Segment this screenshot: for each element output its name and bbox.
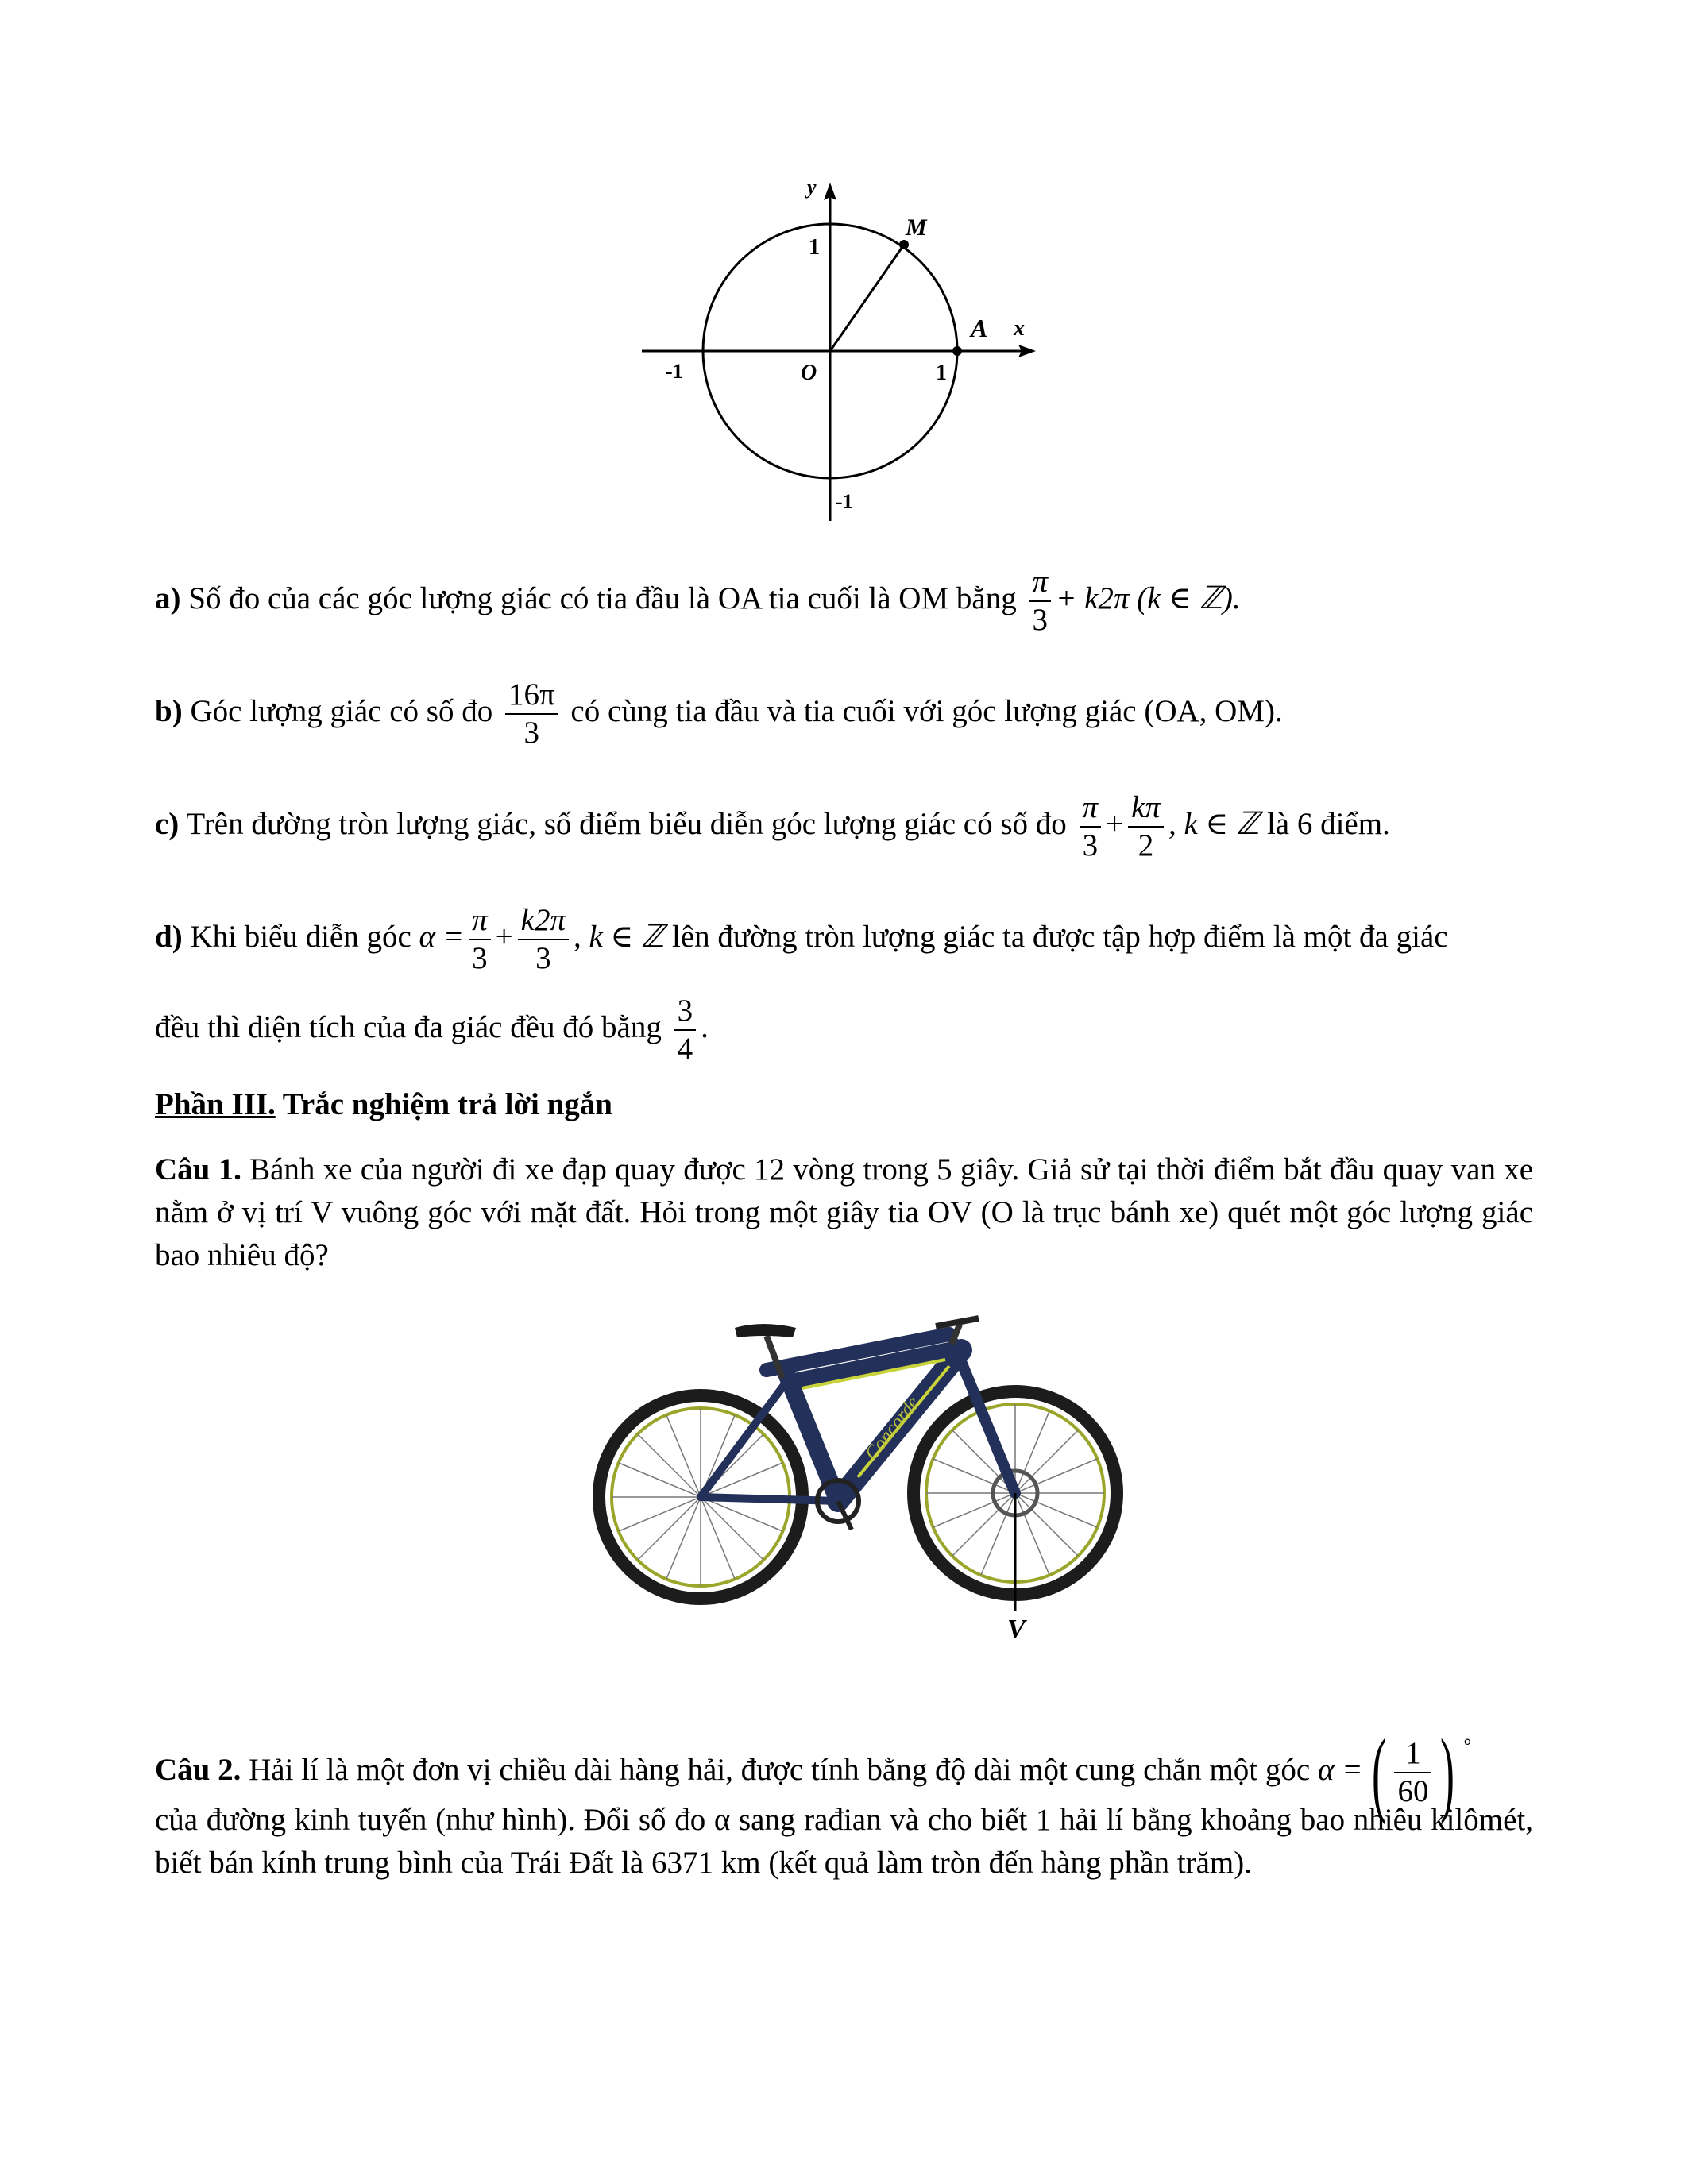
question-1-text: Bánh xe của người đi xe đạp quay được 12 vòng trong 5 giây. Giả sử tại thời điểm bắt đầu quay van xe nằm ở vị trí V vuông góc với mặt đất. Hỏi trong một giây tia OV (O là trục bánh xe) quét một góc lượng giác bao nhiêu độ? [155,1152,1533,1272]
question-1 [155,1148,1533,1277]
statement-a [155,564,1241,639]
question-1-label: Câu 1. [155,1152,241,1187]
statement-d-text-before: Khi biểu diễn góc [190,919,411,954]
statement-b-frac-den: 3 [505,713,558,751]
statement-d-line2 [155,993,709,1067]
statement-b-frac-num: 16π [508,677,555,712]
statement-a-tail: + k2π (k ∈ ℤ). [1056,581,1241,615]
question-2-degree: ° [1463,1736,1472,1757]
bicycle-image [588,1314,1128,1648]
statement-b-text-after: có cùng tia đầu và tia cuối với góc lượng giác (OA, OM). [570,693,1283,728]
label-x: x [1014,316,1025,341]
statement-d-area-den: 4 [674,1029,697,1067]
statement-d-fraction-2 [518,902,569,977]
section-heading-title: Trắc nghiệm trả lời ngắn [282,1087,612,1121]
statement-b-text-before: Góc lượng giác có số đo [190,693,493,728]
statement-d-frac1-num: π [472,903,488,937]
tick-y-pos: 1 [809,235,820,260]
statement-d-line2-text: đều thì diện tích của đa giác đều đó bằng [155,1009,662,1044]
statement-d-frac2-num: k2π [520,903,566,937]
bike-label-v: V [1007,1615,1026,1644]
saddle [735,1324,796,1337]
statement-c-text-before: Trên đường tròn lượng giác, số điểm biểu diễn góc lượng giác có số đo [186,806,1067,841]
statement-a-label: a) [155,581,181,615]
statement-d-area-num: 3 [677,994,693,1028]
statement-c-fraction-1 [1080,789,1102,864]
statement-d-area-fraction [674,993,697,1067]
statement-d-frac1-den: 3 [469,939,491,977]
label-m: M [906,214,927,241]
label-a: A [971,314,988,342]
statement-c-text-after: là 6 điểm. [1266,806,1390,841]
question-2-frac-num: 1 [1405,1736,1421,1770]
handlebar [936,1318,979,1326]
statement-c-label: c) [155,806,180,841]
section-heading [155,1083,612,1126]
question-2-body [155,1799,1533,1885]
statement-a-frac-num: π [1032,565,1048,599]
label-y: y [807,176,817,199]
question-2-line1: Câu 2. Hải lí là một đơn vị chiều dài hàng hải, được tính bằng độ dài một cung chắn một góc α =( $\frac{1}{60}$ ) ° [155,1719,1472,1825]
statement-c-set: , k ∈ ℤ [1168,806,1260,841]
point-m-dot [899,240,909,249]
statement-d-alpha: α = [419,919,465,954]
statement-c-frac2-den: 2 [1128,826,1164,864]
statement-c-frac1-num: π [1082,790,1099,824]
statement-b-label: b) [155,693,183,728]
statement-d-plus: + [495,919,513,954]
question-2-alpha: α = [1317,1752,1363,1787]
point-a-dot [952,346,962,356]
statement-d-set: , k ∈ ℤ [574,919,665,954]
tick-y-neg: -1 [836,490,853,513]
tick-x-pos: 1 [936,361,947,385]
statement-d-end: . [701,1009,709,1044]
section-heading-number: Phần III. [155,1087,276,1121]
label-o: O [801,361,817,385]
statement-c [155,789,1390,864]
statement-d-label: d) [155,919,183,954]
bike-brand: Concorde [861,1392,924,1464]
statement-a-text: Số đo của các góc lượng giác có tia đầu là OA tia cuối là OM bằng [188,581,1017,615]
segment-om [830,245,904,351]
statement-c-frac2-num: kπ [1131,790,1161,824]
statement-d-frac2-den: 3 [518,939,569,977]
question-2-text-after: của đường kinh tuyến (như hình). Đổi số đo α sang rađian và cho biết 1 hải lí bằng khoảng bao nhiêu kilômét, biết bán kính trung bình của Trái Đất là 6371 km (kết quả làm tròn đến hàng phần trăm). [155,1803,1533,1880]
statement-c-plus: + [1106,806,1124,841]
question-2-frac-den: 60 [1394,1772,1431,1810]
statement-d-fraction-1 [469,902,491,977]
statement-c-frac1-den: 3 [1080,826,1102,864]
question-2-label: Câu 2. [155,1752,241,1787]
tick-x-neg: -1 [666,360,683,383]
statement-d [155,902,1448,977]
unit-circle-diagram [635,175,1049,532]
statement-b [155,677,1283,751]
statement-c-fraction-2 [1128,789,1164,864]
statement-d-text-after: lên đường tròn lượng giác ta được tập hợp điểm là một đa giác [671,919,1448,954]
statement-b-fraction [505,677,558,751]
statement-a-fraction [1029,564,1051,639]
statement-a-frac-den: 3 [1029,600,1051,639]
question-2-text-before: Hải lí là một đơn vị chiều dài hàng hải, được tính bằng độ dài một cung chắn một góc [249,1752,1311,1787]
